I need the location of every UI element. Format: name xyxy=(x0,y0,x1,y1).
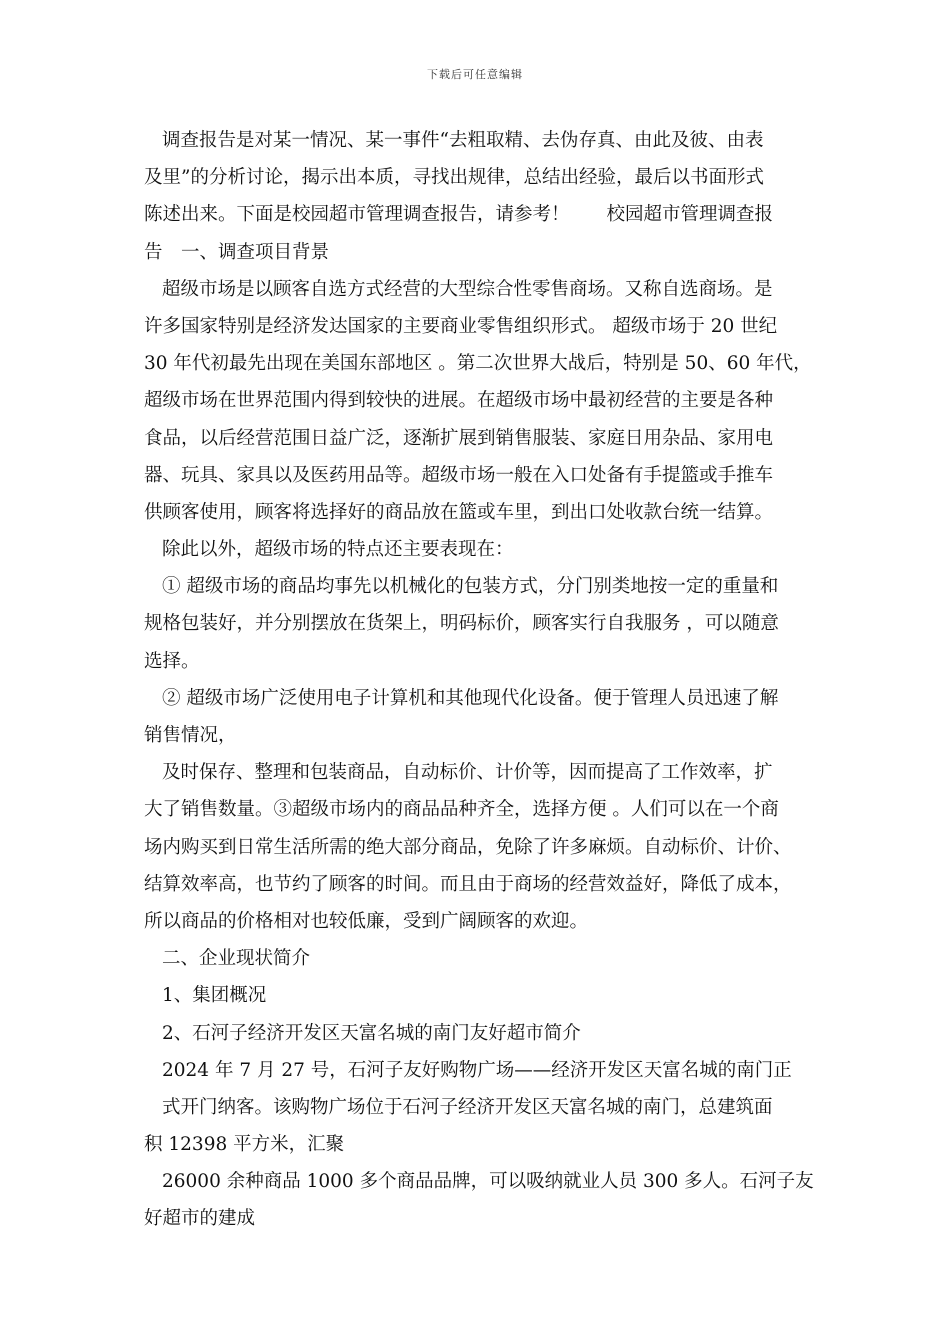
text-line: 陈述出来。下面是校园超市管理调查报告，请参考！ 校园超市管理调查报 xyxy=(144,204,774,226)
text-line: 及时保存、整理和包装商品，自动标价、计价等，因而提高了工作效率，扩 xyxy=(162,762,773,784)
text-line: 30 年代初最先出现在美国东部地区 。第二次世界大战后，特别是 50、60 年代， xyxy=(144,353,812,375)
text-line: 超级市场是以顾客自选方式经营的大型综合性零售商场。又称自选商场。是 xyxy=(162,278,773,300)
text-line: 大了销售数量。③超级市场内的商品品种齐全，选择方便 。人们可以在一个商 xyxy=(144,799,779,821)
text-line: 及里”的分析讨论，揭示出本质，寻找出规律，总结出经验，最后以书面形式 xyxy=(144,167,764,189)
text-line: 许多国家特别是经济发达国家的主要商业零售组织形式。 超级市场于 20 世纪 xyxy=(144,315,778,337)
text-line: 二、企业现状简介 xyxy=(162,948,311,970)
text-line: 调查报告是对某一情况、某一事件“去粗取精、去伪存真、由此及彼、由表 xyxy=(162,130,764,151)
document-body xyxy=(144,122,812,1238)
text-line: 规格包装好，并分别摆放在货架上，明码标价，顾客实行自我服务 ，可以随意 xyxy=(144,613,779,635)
text-line: 结算效率高，也节约了顾客的时间。而且由于商场的经营效益好，降低了成本， xyxy=(144,873,792,895)
text-line: ② 超级市场广泛使用电子计算机和其他现代化设备。便于管理人员迅速了解 xyxy=(162,687,779,709)
text-line: 积 12398 平方米，汇聚 xyxy=(144,1134,345,1156)
text-line: 场内购买到日常生活所需的绝大部分商品，免除了许多麻烦。自动标价、计价、 xyxy=(144,836,792,858)
text-line: 器、玩具、家具以及医药用品等。超级市场一般在入口处备有手提篮或手推车 xyxy=(144,464,774,486)
text-line: 除此以外，超级市场的特点还主要表现在： xyxy=(162,539,514,561)
text-line: 告 一、调查项目背景 xyxy=(144,241,330,263)
text-line: 销售情况， xyxy=(144,725,237,746)
text-line: 供顾客使用，顾客将选择好的商品放在篮或车里，到出口处收款台统一结算。 xyxy=(144,501,774,523)
text-line: 1、集团概况 xyxy=(162,985,267,1007)
text-line: 超级市场在世界范围内得到较快的进展。在超级市场中最初经营的主要是各种 xyxy=(144,390,774,412)
text-line: 2024 年 7 月 27 号，石河子友好购物广场——经济开发区天富名城的南门正 xyxy=(162,1059,792,1081)
text-line: 好超市的建成 xyxy=(144,1208,256,1230)
text-line: ① 超级市场的商品均事先以机械化的包装方式，分门别类地按一定的重量和 xyxy=(162,576,779,598)
header-note: 下载后可任意编辑 xyxy=(427,68,523,81)
text-line: 式开门纳客。该购物广场位于石河子经济开发区天富名城的南门，总建筑面 xyxy=(162,1096,773,1118)
text-line: 2、石河子经济开发区天富名城的南门友好超市简介 xyxy=(162,1022,581,1044)
text-line: 26000 余种商品 1000 多个商品品牌，可以吸纳就业人员 300 多人。石河子友 xyxy=(162,1171,814,1193)
text-line: 所以商品的价格相对也较低廉，受到广阔顾客的欢迎。 xyxy=(144,910,589,932)
text-line: 选择。 xyxy=(144,650,200,672)
text-line: 食品，以后经营范围日益广泛，逐渐扩展到销售服装、家庭日用杂品、家用电 xyxy=(144,427,774,449)
